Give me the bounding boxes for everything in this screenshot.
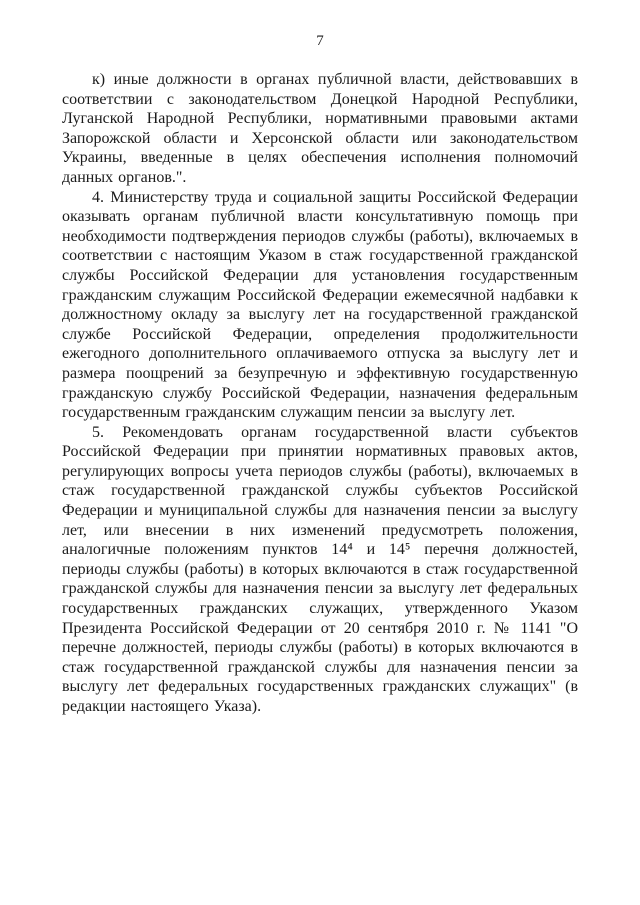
paragraph-subparagraph-k: к) иные должности в органах публичной власти, действовавших в соответствии с законодательством Донецкой Народной Республики, Луганской Народной Республики, нормативными правовыми актами Запорожской области и Херсонской области или законодательством Украины, введенные в целях обеспечения исполнения полномочий данных органов.". <box>62 71 578 186</box>
paragraph-item-5: 5. Рекомендовать органам государственной власти субъектов Российской Федерации при принятии нормативных правовых актов, регулирующих вопросы учета периодов службы (работы), включаемых в стаж государственной гражданской службы субъектов Российской Федерации и муниципальной службы для назначения пенсии за выслугу лет, или внесении в них изменений предусмотреть положения, аналогичные положениям пунктов 14⁴ и 14⁵ перечня должностей, периоды службы (работы) в которых включаются в стаж государственной гражданской службы для назначения пенсии за выслугу лет федеральных государственных гражданских служащих, утвержденного Указом Президента Российской Федерации от 20 сентября 2010 г. № 1141 "О перечне должностей, периоды службы (работы) в которых включаются в стаж государственной гражданской службы для назначения пенсии за выслугу лет федеральных государственных гражданских служащих" (в редакции настоящего Указа). <box>62 423 578 715</box>
paragraph-item-4: 4. Министерству труда и социальной защиты Российской Федерации оказывать органам публичной власти консультативную помощь при необходимости подтверждения периодов службы (работы), включаемых в соответствии с настоящим Указом в стаж государственной гражданской службы Российской Федерации для установления государственным гражданским служащим Российской Федерации ежемесячной надбавки к должностному окладу за выслугу лет на государственной гражданской службе Российской Федерации, определения продолжительности ежегодного дополнительного оплачиваемого отпуска за выслугу лет и размера поощрений за безупречную и эффективную государственную гражданскую службу Российской Федерации, назначения федеральным государственным гражданским служащим пенсии за выслугу лет. <box>62 188 578 422</box>
page-number: 7 <box>316 33 324 49</box>
document-body <box>62 70 578 717</box>
